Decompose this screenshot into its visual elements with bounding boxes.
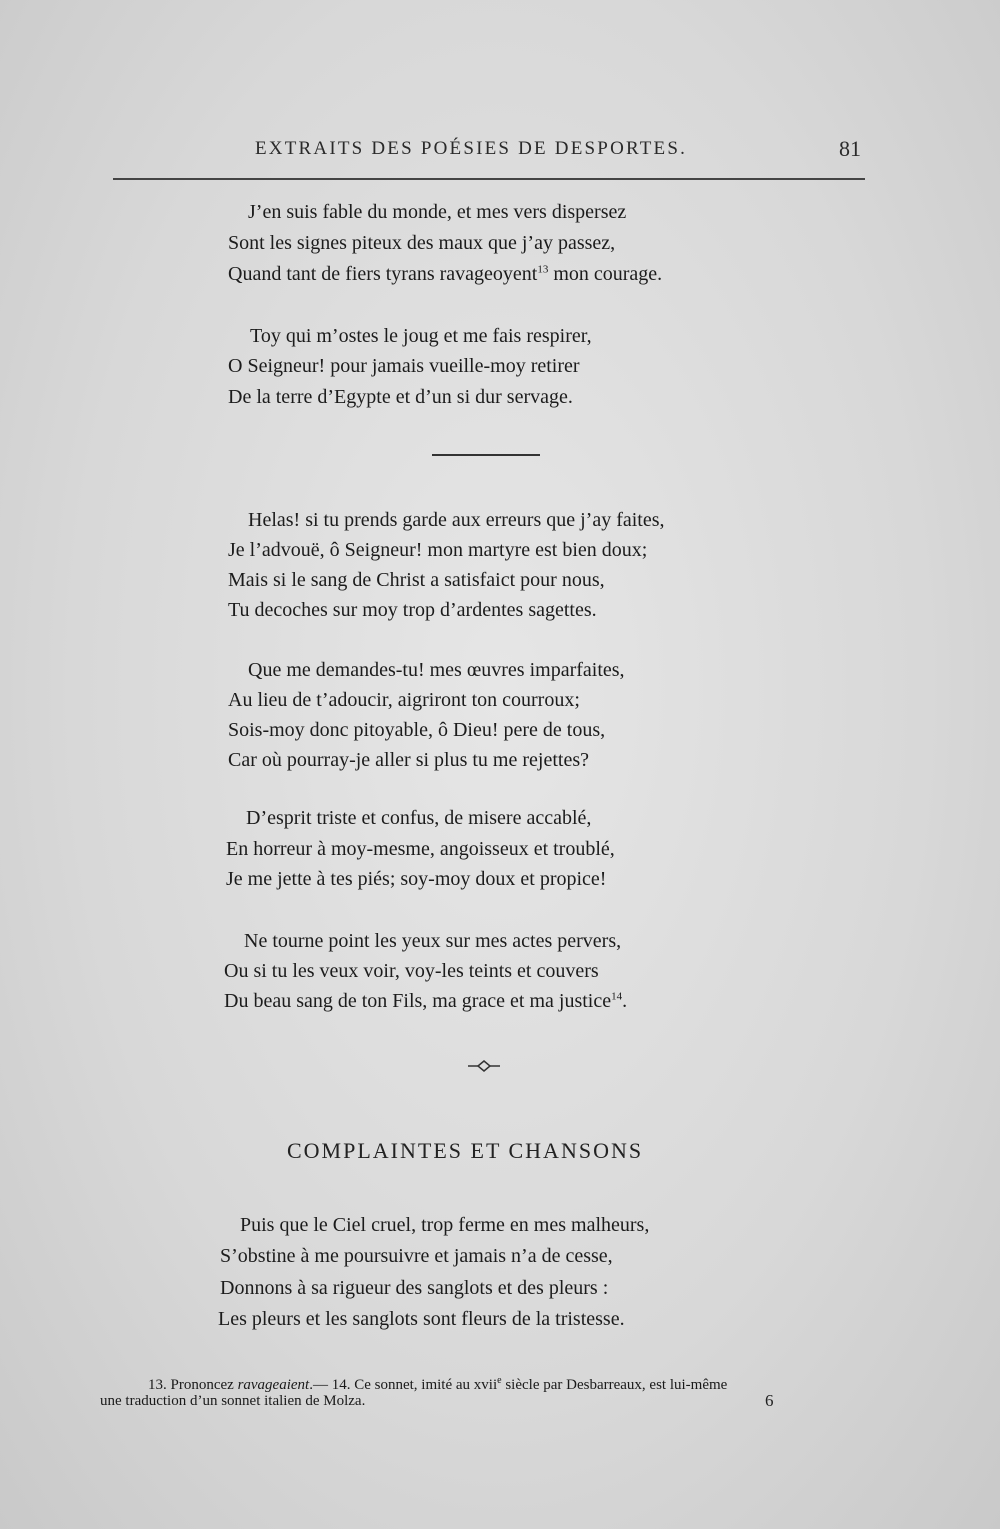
page-number: 81	[839, 136, 861, 161]
footnote-sup: e	[497, 1375, 502, 1386]
note-ref-14: 14	[611, 990, 623, 1003]
poem-line-text: Du beau sang de ton Fils, ma grace et ma justice	[224, 990, 612, 1012]
poem-line	[228, 262, 662, 286]
poem-line: Ou si tu les veux voir, voy-les teints et couvers	[224, 960, 599, 982]
poem-line-text: Quand tant de fiers tyrans ravageoyent	[228, 263, 538, 285]
poem-line: Que me demandes-tu! mes œuvres imparfaites,	[248, 659, 625, 681]
poem-line: Tu decoches sur moy trop d’ardentes sagettes.	[228, 599, 597, 621]
poem-line: Puis que le Ciel cruel, trop ferme en mes malheurs,	[240, 1214, 650, 1236]
poem-line: D’esprit triste et confus, de misere accablé,	[246, 807, 592, 829]
section-title: COMPLAINTES ET CHANSONS	[287, 1138, 644, 1163]
note-ref-13: 13	[537, 263, 549, 276]
ornament-icon	[466, 1058, 502, 1074]
poem-line: Au lieu de t’adoucir, aigriront ton courroux;	[228, 689, 580, 711]
signature-mark: 6	[765, 1391, 774, 1410]
poem-line: En horreur à moy-mesme, angoisseux et troublé,	[226, 838, 615, 860]
footnote-italic: ravageaient	[237, 1377, 310, 1393]
poem-line-end: mon courage.	[548, 263, 663, 285]
poem-line: Sois-moy donc pitoyable, ô Dieu! pere de tous,	[228, 719, 606, 741]
footnote-line: une traduction d’un sonnet italien de Molza.	[100, 1393, 366, 1409]
poem-line	[224, 989, 627, 1013]
poem-line: Car où pourray-je aller si plus tu me rejettes?	[228, 749, 589, 771]
poem-line: Toy qui m’ostes le joug et me fais respirer,	[250, 325, 592, 347]
poem-line: S’obstine à me poursuivre et jamais n’a de cesse,	[220, 1245, 613, 1267]
poem-line: J’en suis fable du monde, et mes vers dispersez	[248, 201, 627, 223]
poem-line-end: .	[622, 990, 628, 1012]
poem-line: Donnons à sa rigueur des sanglots et des pleurs :	[220, 1277, 609, 1299]
footnote-text: 13. Prononcez	[148, 1377, 238, 1393]
header-rule	[113, 178, 865, 180]
poem-line: Ne tourne point les yeux sur mes actes pervers,	[244, 930, 622, 952]
poem-line: Helas! si tu prends garde aux erreurs que j’ay faites,	[248, 509, 665, 531]
footnote-text: siècle par Desbarreaux, est lui-même	[501, 1377, 728, 1393]
footnote-text: .— 14. Ce sonnet, imité au xvii	[309, 1377, 498, 1393]
poem-line: Mais si le sang de Christ a satisfaict pour nous,	[228, 569, 605, 591]
poem-line: Je me jette à tes piés; soy-moy doux et propice!	[226, 868, 607, 890]
section-separator	[432, 454, 540, 456]
poem-line: De la terre d’Egypte et d’un si dur servage.	[228, 386, 573, 408]
running-head	[115, 138, 865, 166]
running-title: EXTRAITS DES POÉSIES DE DESPORTES.	[255, 138, 688, 159]
poem-line: Sont les signes piteux des maux que j’ay passez,	[228, 232, 616, 254]
poem-line: Les pleurs et les sanglots sont fleurs de la tristesse.	[218, 1308, 625, 1330]
poem-line: Je l’advouë, ô Seigneur! mon martyre est bien doux;	[228, 539, 648, 561]
poem-line: O Seigneur! pour jamais vueille-moy retirer	[228, 355, 580, 377]
